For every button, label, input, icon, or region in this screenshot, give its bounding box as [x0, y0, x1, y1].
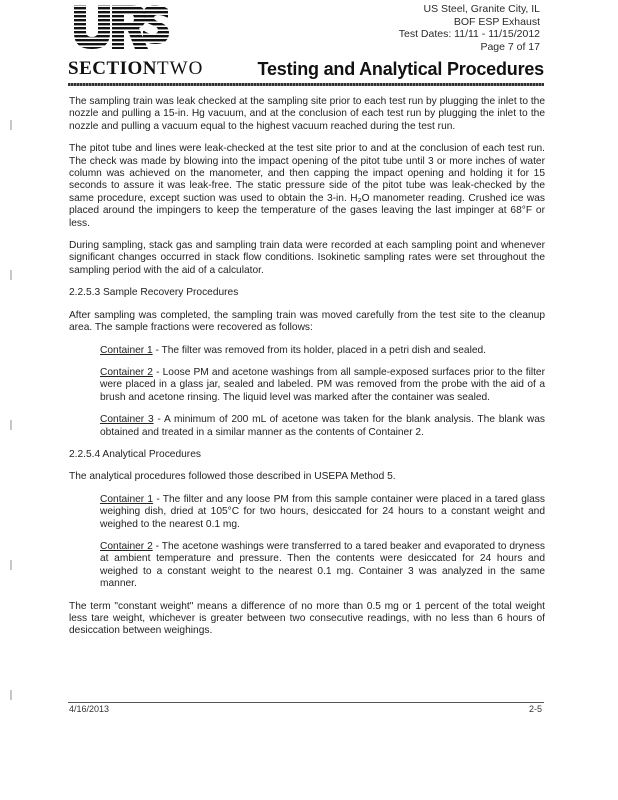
- container-label: Container 1: [100, 344, 153, 356]
- footer-rule: [68, 702, 544, 703]
- section-rule: [68, 83, 544, 86]
- urs-logo-icon: [72, 3, 170, 51]
- paragraph-pitot-check: The pitot tube and lines were leak-checked at the test site prior to and at the conclusion of each test run. The check was made by blowing into the impact opening of the pitot tube until 3 or more inches of water column was achieved on the manometer, and then capping the impact opening and holding it for 15 seconds to assure it was leak-free. The static pressure side of the pitot tube was leak-checked by the same procedure, except suction was used to obtain the 3-in. H₂O manometer reading. Crushed ice was placed around the impingers to keep the temperature of the gases leaving the last impinger at 68°F or less.: [69, 143, 545, 229]
- footer-page-label: 2-5: [528, 704, 542, 714]
- scan-speck: [10, 120, 12, 130]
- container-text: - The acetone washings were transferred to a tared beaker and evaporated to dryness at ambient temperature and pressure. Then the contents were desiccated for 24 hours and weighed to a constant weight to the nearest 0.1 mg. Container 3 was analyzed in the same manner.: [100, 540, 545, 590]
- container-label: Container 2: [100, 366, 153, 378]
- container-label: Container 2: [100, 540, 153, 552]
- paragraph-analytical-intro: The analytical procedures followed those described in USEPA Method 5.: [69, 471, 396, 483]
- analytical-container-1: [100, 494, 545, 531]
- scan-speck: [10, 560, 12, 570]
- paragraph-sampling-data: During sampling, stack gas and sampling train data were recorded at each sampling point and whenever significant changes occurred in stack flow conditions. Isokinetic sampling rates were set throughout the sampling period with the aid of a calculator.: [69, 240, 545, 276]
- container-label: Container 1: [100, 493, 154, 505]
- recovery-container-3: [100, 414, 545, 439]
- container-label: Container 3: [100, 414, 154, 426]
- document-body: [69, 96, 545, 648]
- section-label-bold: SECTION: [68, 58, 158, 79]
- recovery-container-2: [100, 367, 545, 404]
- subsection-heading-sample-recovery: 2.2.5.3 Sample Recovery Procedures: [69, 287, 239, 299]
- section-label-thin: TWO: [157, 58, 204, 79]
- recovery-container-1: [100, 345, 545, 357]
- paragraph-leak-check: The sampling train was leak checked at the sampling site prior to each test run by plugging the inlet to the nozzle and pulling a 15-in. Hg vacuum, and at the conclusion of each test run by plugging the inlet to the nozzle and pulling a vacuum equal to the highest vacuum reached during the test run.: [69, 96, 545, 132]
- header-page-number: Page 7 of 17: [480, 40, 540, 53]
- scan-speck: [10, 270, 12, 280]
- header-site: US Steel, Granite City, IL: [423, 3, 540, 15]
- section-heading: [68, 58, 544, 82]
- container-text: - A minimum of 200 mL of acetone was taken for the blank analysis. The blank was obtained and treated in a similar manner as the contents of Container 2.: [100, 414, 545, 438]
- section-label: [68, 58, 203, 80]
- footer-date: 4/16/2013: [69, 704, 110, 714]
- document-header: [399, 3, 540, 53]
- container-text: - The filter was removed from its holder, placed in a petri dish and sealed.: [152, 344, 487, 356]
- container-text: - The filter and any loose PM from this sample container were placed in a tared glass weighing dish, dried at 105°C for two hours, desiccated for 24 hours to a constant weight and weighed to the nearest 0.1 mg.: [100, 493, 545, 530]
- scan-speck: [10, 420, 12, 430]
- company-logo: [72, 3, 170, 51]
- scan-speck: [10, 690, 12, 700]
- analytical-container-2: [100, 541, 545, 591]
- section-title: Testing and Analytical Procedures: [257, 59, 544, 79]
- container-text: - Loose PM and acetone washings from all sample-exposed surfaces prior to the filter were placed in a glass jar, sealed and labeled. PM was removed from the probe with the aid of a brush and acetone rinsing. The liquid level was marked after the container was sealed.: [100, 366, 545, 403]
- header-unit: BOF ESP Exhaust: [453, 15, 540, 28]
- subsection-heading-analytical: 2.2.5.4 Analytical Procedures: [69, 448, 201, 460]
- paragraph-recovery-intro: After sampling was completed, the sampling train was moved carefully from the test site to the cleanup area. The sample fractions were recovered as follows:: [69, 309, 545, 334]
- paragraph-constant-weight: The term "constant weight" means a difference of no more than 0.5 mg or 1 percent of the total weight less tare weight, whichever is greater between two consecutive readings, with no less than 6 hours of desiccation between weighings.: [69, 600, 545, 637]
- header-test-dates: Test Dates: 11/11 - 11/15/2012: [398, 28, 540, 40]
